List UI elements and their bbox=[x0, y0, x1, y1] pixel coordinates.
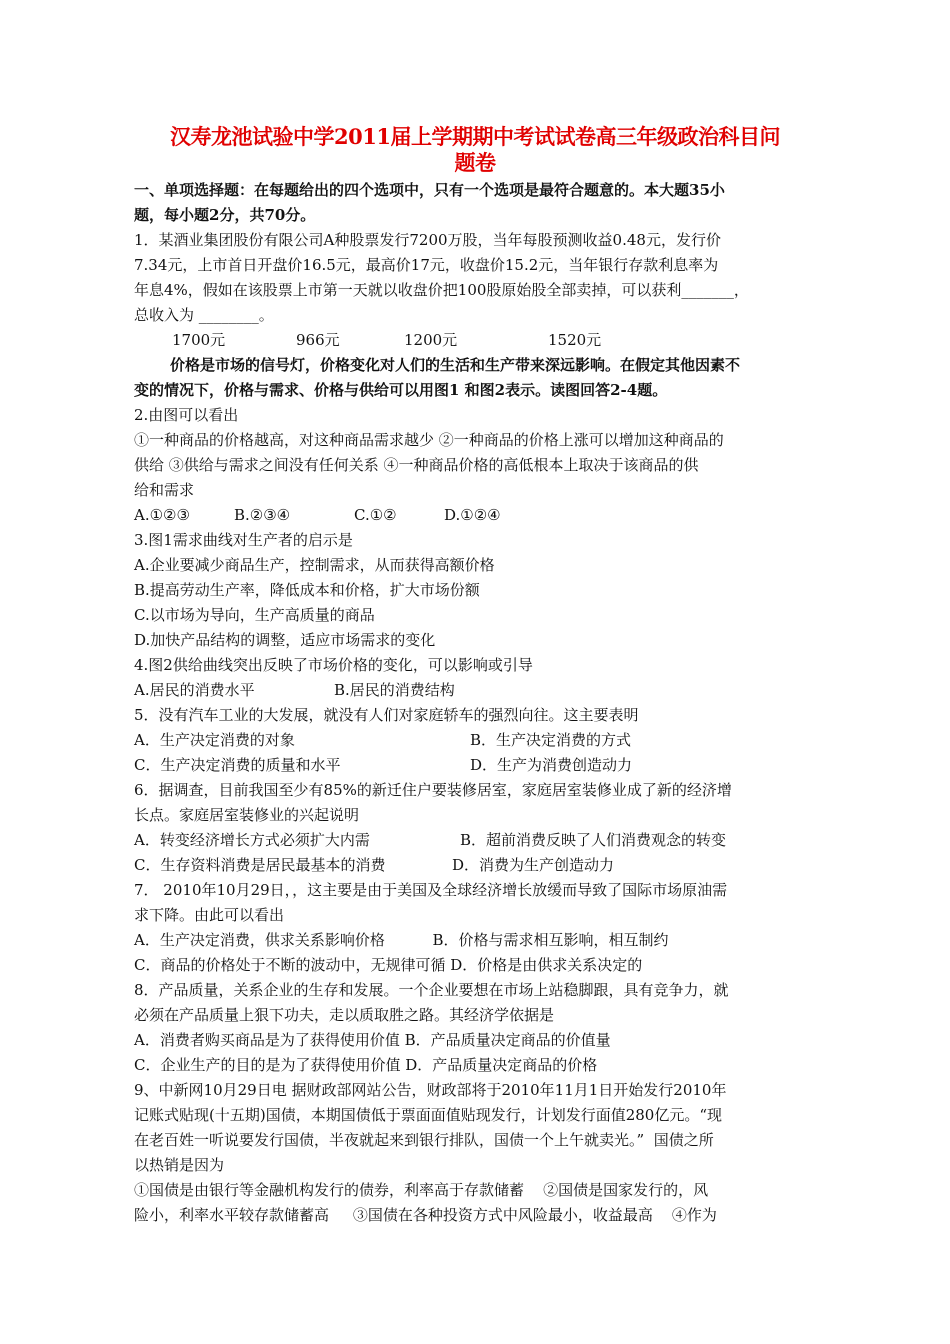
q5-option-c: C．生产决定消费的质量和水平 bbox=[134, 756, 341, 774]
q3-option-a: A.企业要减少商品生产，控制需求，从而获得高额价格 bbox=[134, 556, 495, 574]
exam-title bbox=[120, 124, 830, 176]
q7-options-ab: A．生产决定消费，供求关系影响价格 B．价格与需求相互影响，相互制约 bbox=[134, 931, 669, 949]
q9-line-2: 记账式贴现(十五期)国债，本期国债低于票面面值贴现发行，计划发行面值280亿元。“现 bbox=[134, 1106, 723, 1124]
q2-line-3: 给和需求 bbox=[134, 481, 195, 499]
q4-option-a: A.居民的消费水平 bbox=[134, 681, 255, 699]
q6-option-c: C．生存资料消费是居民最基本的消费 bbox=[134, 856, 386, 874]
q3-option-b: B.提高劳动生产率，降低成本和价格，扩大市场份额 bbox=[134, 581, 480, 599]
q9-line-4: 以热销是因为 bbox=[134, 1156, 225, 1174]
q2-option-d: D.①②④ bbox=[444, 506, 501, 524]
q3-option-d: D.加快产品结构的调整，适应市场需求的变化 bbox=[134, 631, 436, 649]
q1-line-1: 1．某酒业集团股份有限公司A种股票发行7200万股，当年每股预测收益0.48元，发行价 bbox=[134, 231, 721, 249]
q5-option-b: B．生产决定消费的方式 bbox=[470, 731, 632, 749]
q1-line-3: 年息4%，假如在该股票上市第一天就以收盘价把100股原始股全部卖掉，可以获利_______， bbox=[134, 281, 749, 299]
q7-line-1: 7． 2010年10月29日，，这主要是由于美国及全球经济增长放缓而导致了国际市场原油需 bbox=[134, 881, 728, 899]
q8-options-ab: A．消费者购买商品是为了获得使用价值 B．产品质量决定商品的价值量 bbox=[134, 1031, 611, 1049]
q1-option-a: 1700元 bbox=[172, 331, 226, 349]
q6-option-d: D．消费为生产创造动力 bbox=[452, 856, 615, 874]
q5-stem: 5．没有汽车工业的大发展，就没有人们对家庭轿车的强烈向往。这主要表明 bbox=[134, 706, 639, 724]
q2-line-2: 供给 ③供给与需求之间没有任何关系 ④一种商品价格的高低根本上取决于该商品的供 bbox=[134, 456, 699, 474]
q5-option-a: A．生产决定消费的对象 bbox=[134, 731, 295, 749]
q9-line-5: ①国债是由银行等金融机构发行的债券，利率高于存款储蓄 ②国债是国家发行的，风 bbox=[134, 1181, 709, 1199]
q7-line-2: 求下降。由此可以看出 bbox=[134, 906, 285, 924]
q5-option-d: D．生产为消费创造动力 bbox=[470, 756, 633, 774]
q1-line-2: 7.34元，上市首日开盘价16.5元，最高价17元，收盘价15.2元，当年银行存款利息率为 bbox=[134, 256, 719, 274]
title-line-2: 题卷 bbox=[454, 150, 496, 175]
q8-options-cd: C．企业生产的目的是为了获得使用价值 D．产品质量决定商品的价格 bbox=[134, 1056, 598, 1074]
q9-line-1: 9、中新网10月29日电 据财政部网站公告，财政部将于2010年11月1日开始发行2010年 bbox=[134, 1081, 727, 1099]
q2-stem: 2.由图可以看出 bbox=[134, 406, 239, 424]
q6-line-2: 长点。家庭居室装修业的兴起说明 bbox=[134, 806, 360, 824]
q6-option-b: B．超前消费反映了人们消费观念的转变 bbox=[460, 831, 727, 849]
title-line-1: 汉寿龙池试验中学2011届上学期期中考试试卷高三年级政治科目问 bbox=[170, 124, 780, 149]
intro-line-2: 变的情况下，价格与需求、价格与供给可以用图1 和图2表示。读图回答2-4题。 bbox=[134, 381, 668, 399]
q4-stem: 4.图2供给曲线突出反映了市场价格的变化，可以影响或引导 bbox=[134, 656, 533, 674]
q8-line-2: 必须在产品质量上狠下功夫，走以质取胜之路。其经济学依据是 bbox=[134, 1006, 555, 1024]
q2-option-b: B.②③④ bbox=[234, 506, 291, 524]
q1-option-c: 1200元 bbox=[404, 331, 458, 349]
q3-stem: 3.图1需求曲线对生产者的启示是 bbox=[134, 531, 353, 549]
q1-line-4: 总收入为 ________。 bbox=[134, 306, 274, 324]
q8-line-1: 8．产品质量，关系企业的生存和发展。一个企业要想在市场上站稳脚跟，具有竞争力，就 bbox=[134, 981, 729, 999]
q2-option-c: C.①② bbox=[354, 506, 397, 524]
q7-options-cd: C．商品的价格处于不断的波动中，无规律可循 D．价格是由供求关系决定的 bbox=[134, 956, 643, 974]
intro-line-1: 价格是市场的信号灯，价格变化对人们的生活和生产带来深远影响。在假定其他因素不 bbox=[170, 356, 741, 374]
q9-line-6: 险小，利率水平较存款储蓄高 ③国债在各种投资方式中风险最小，收益最高 ④作为 bbox=[134, 1206, 717, 1224]
q6-line-1: 6．据调查，目前我国至少有85%的新迁住户要装修居室，家庭居室装修业成了新的经济增 bbox=[134, 781, 732, 799]
q2-option-a: A.①②③ bbox=[134, 506, 190, 524]
q1-option-b: 966元 bbox=[296, 331, 340, 349]
q3-option-c: C.以市场为导向，生产高质量的商品 bbox=[134, 606, 375, 624]
q2-line-1: ①一种商品的价格越高，对这种商品需求越少 ②一种商品的价格上涨可以增加这种商品的 bbox=[134, 431, 724, 449]
q4-option-b: B.居民的消费结构 bbox=[334, 681, 455, 699]
section-heading-cont: 题，每小题2分，共70分。 bbox=[134, 206, 316, 224]
q9-line-3: 在老百姓一听说要发行国债，半夜就起来到银行排队，国债一个上午就卖光。” 国债之所 bbox=[134, 1131, 714, 1149]
q6-option-a: A．转变经济增长方式必须扩大内需 bbox=[134, 831, 370, 849]
q1-option-d: 1520元 bbox=[548, 331, 602, 349]
section-heading: 一、单项选择题：在每题给出的四个选项中，只有一个选项是最符合题意的。本大题35小 bbox=[134, 181, 725, 199]
